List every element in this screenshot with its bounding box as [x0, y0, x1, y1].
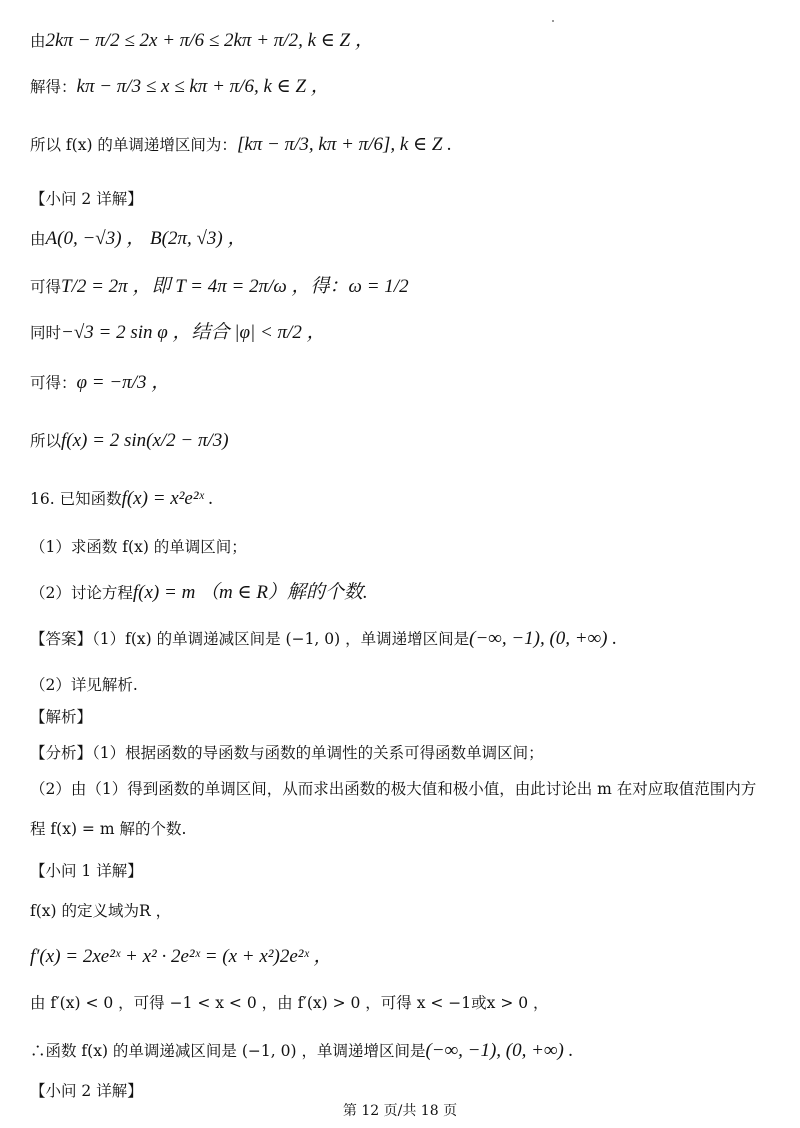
- domain-line: f(x) 的定义域为R ，: [30, 902, 172, 920]
- sign-analysis-line: 由 f′(x) < 0 ，可得 −1 < x < 0 ，由 f′(x) > 0 ，可得 x < −1或x > 0 ，: [30, 994, 549, 1012]
- line-2: 解得：kπ − π/3 ≤ x ≤ kπ + π/6, k ∈ Z ，: [30, 76, 330, 97]
- page-footer: 第 12 页/共 18 页: [342, 1103, 458, 1119]
- line-5: 由A(0, −√3) ， B(2π, √3) ，: [30, 228, 247, 249]
- derivative-line: f′(x) = 2xe²ˣ + x² · 2e²ˣ = (x + x²)2e²ˣ ，: [30, 946, 333, 967]
- question-16: 16. 已知函数f(x) = x²e²ˣ .: [30, 488, 214, 509]
- line-1: 由2kπ − π/2 ≤ 2x + π/6 ≤ 2kπ + π/2, k ∈ Z ，: [30, 30, 374, 51]
- analysis-line-1: 【分析】（1）根据函数的导函数与函数的单调性的关系可得函数单调区间；: [30, 744, 544, 762]
- line-8: 可得：φ = −π/3 ，: [30, 372, 171, 393]
- question-16-part-2: （2）讨论方程f(x) = m （m ∈ R）解的个数.: [30, 582, 368, 603]
- answer-line: 【答案】（1）f(x) 的单调递减区间是 (−1, 0) ，单调递增区间是(−∞, −1), (0, +∞) .: [30, 628, 618, 649]
- question-16-part-1: （1）求函数 f(x) 的单调区间；: [30, 538, 247, 556]
- analysis-line-3: 程 f(x) = m 解的个数.: [30, 820, 187, 838]
- line-7: 同时−√3 = 2 sin φ ，结合 |φ| < π/2 ，: [30, 322, 326, 343]
- scan-dot: [552, 20, 554, 22]
- part-2-heading: 【小问 2 详解】: [30, 1082, 143, 1100]
- line-6: 可得T/2 = 2π ，即 T = 4π = 2π/ω ，得：ω = 1/2: [30, 276, 409, 297]
- line-9: 所以f(x) = 2 sin(x/2 − π/3): [30, 430, 229, 451]
- section-heading: 【小问 2 详解】: [30, 190, 143, 208]
- answer-part-2: （2）详见解析.: [30, 676, 138, 694]
- line-3: 所以 f(x) 的单调递增区间为：[kπ − π/3, kπ + π/6], k ∈ Z .: [30, 134, 452, 155]
- conclusion-line: ∴函数 f(x) 的单调递减区间是 (−1, 0) ，单调递增区间是(−∞, −1), (0, +∞) .: [30, 1040, 574, 1061]
- analysis-heading: 【解析】: [30, 708, 93, 726]
- part-1-heading: 【小问 1 详解】: [30, 862, 143, 880]
- analysis-line-2: （2）由（1）得到函数的单调区间，从而求出函数的极大值和极小值，由此讨论出 m 在对应取值范围内方: [30, 780, 757, 798]
